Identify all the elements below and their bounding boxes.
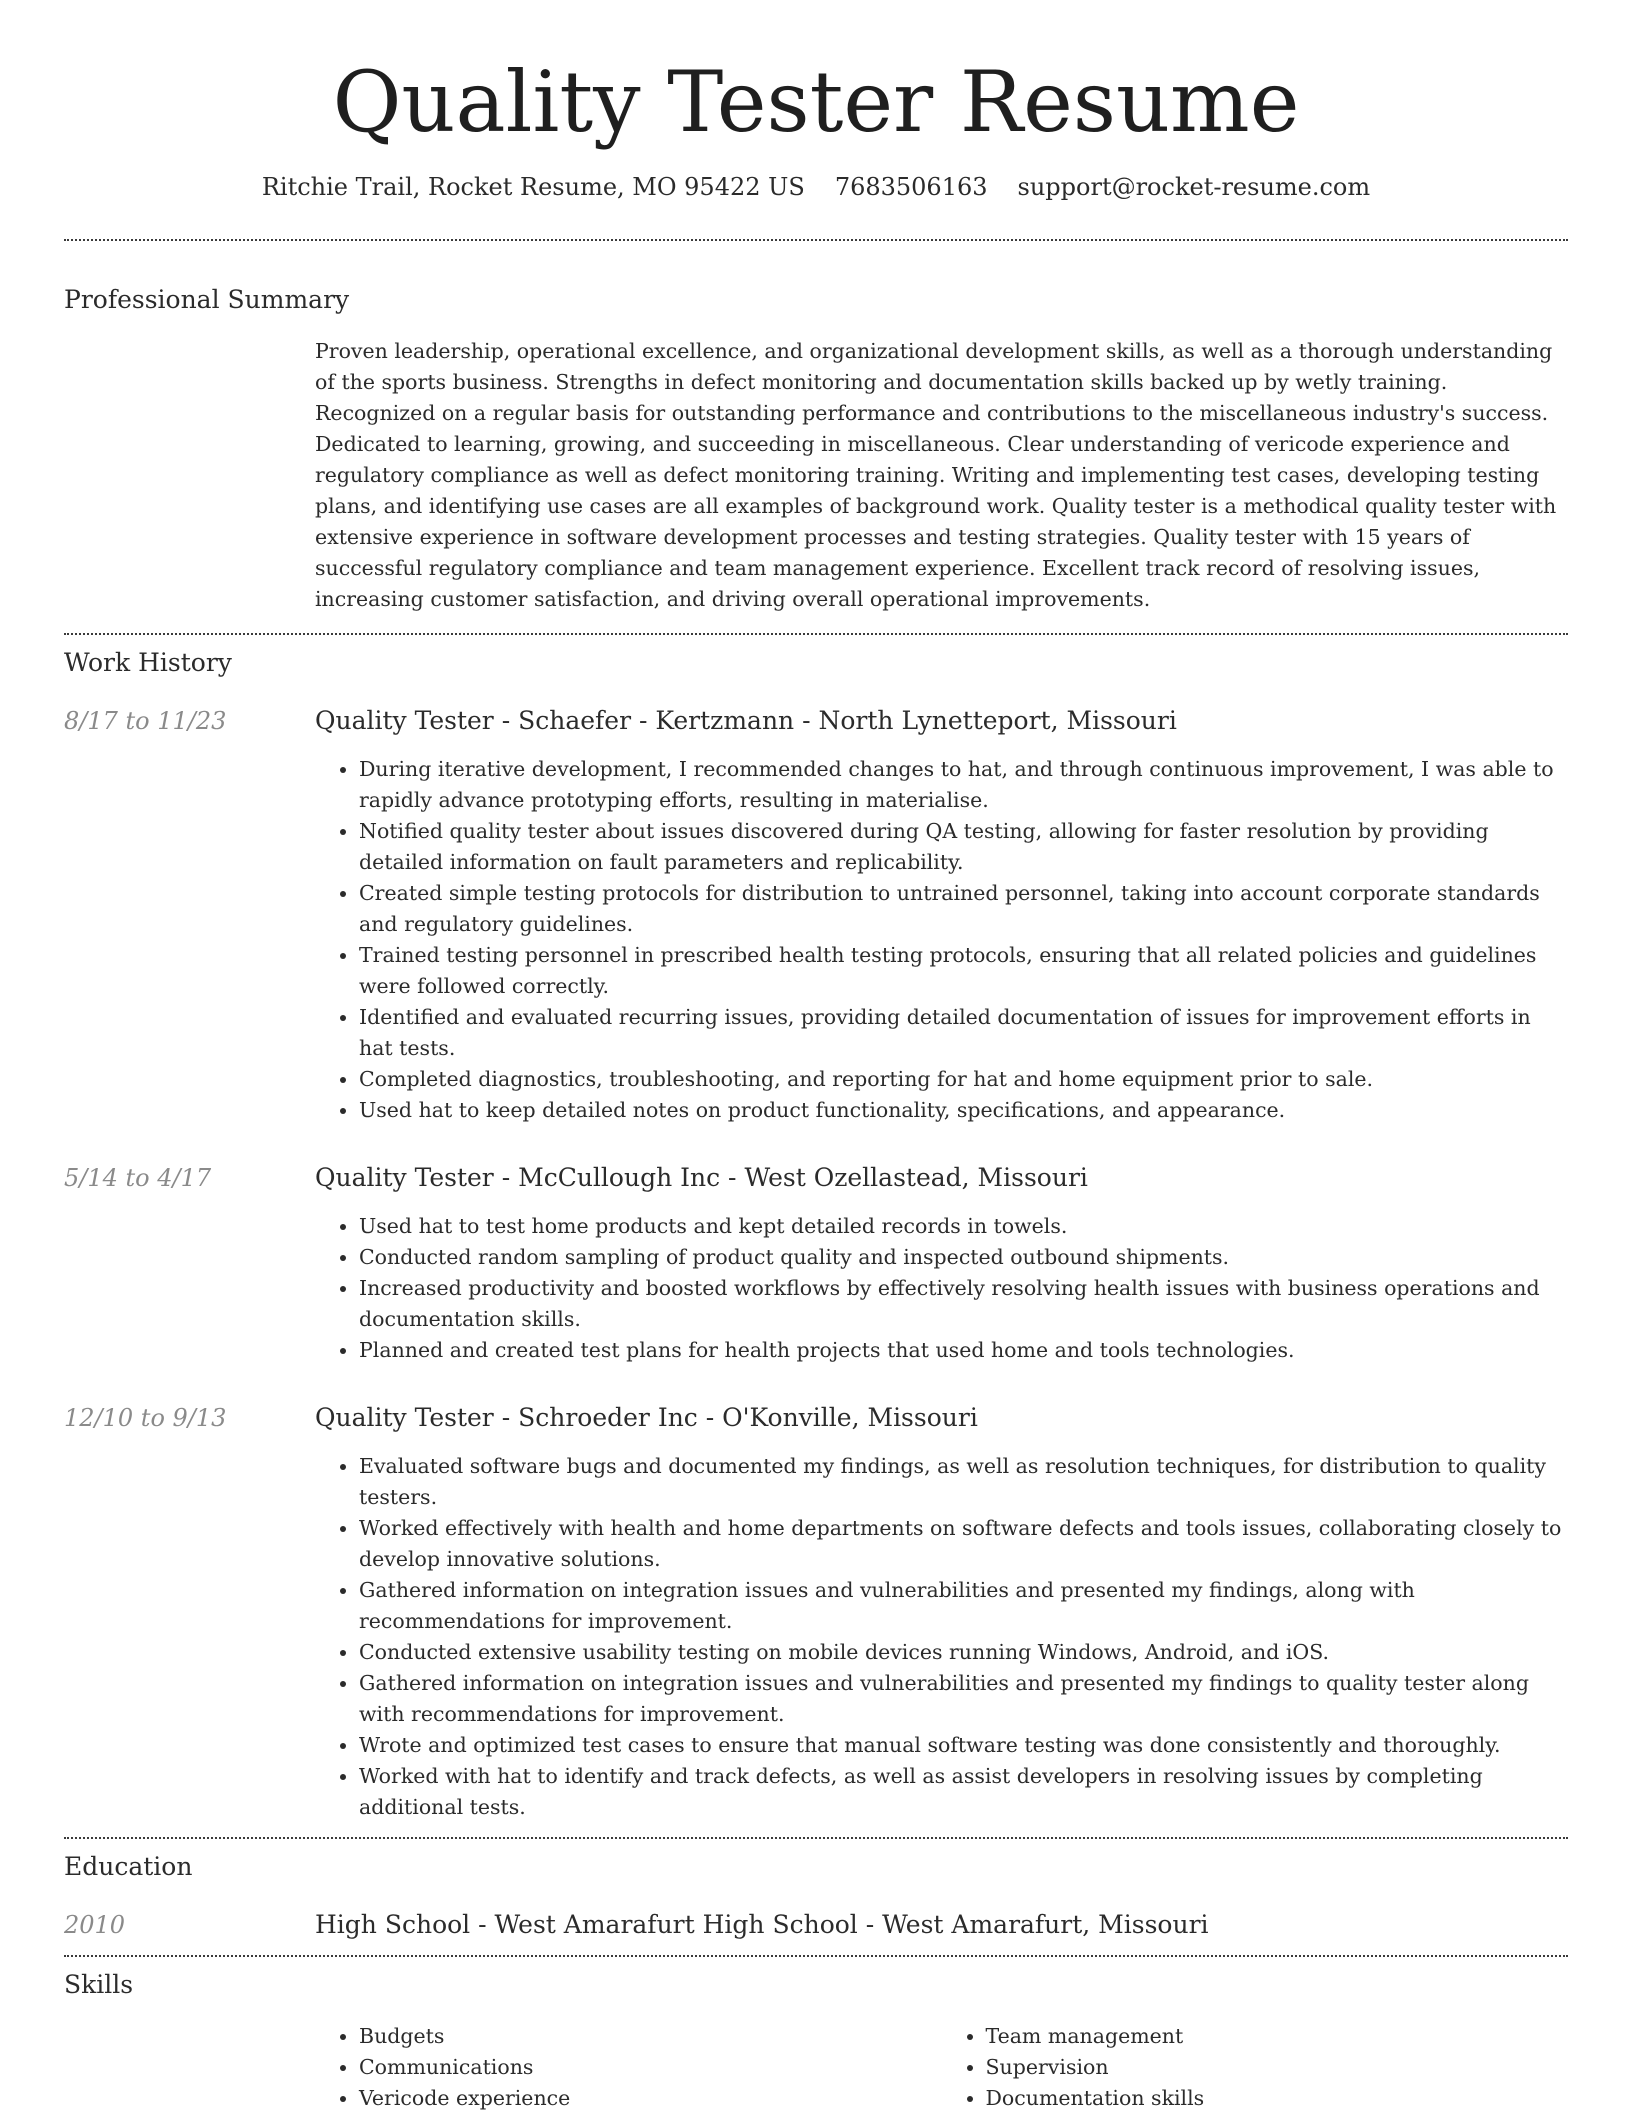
education-title: High School - West Amarafurt High School - West Amarafurt, Missouri — [315, 1910, 1209, 1939]
work-section — [64, 647, 1568, 1823]
job-bullet: • Increased productivity and boosted workflows by effectively resolving health issues with business operations and documentation skills. — [359, 1273, 1568, 1335]
job-entry — [64, 1162, 1568, 1366]
job-bullet: • Wrote and optimized test cases to ensure that manual software testing was done consistently and thoroughly. — [359, 1730, 1568, 1761]
job-title: Quality Tester - Schaefer - Kertzmann - North Lynetteport, Missouri — [315, 706, 1177, 735]
job-bullets — [315, 1451, 1568, 1823]
skills-columns — [315, 2021, 1568, 2114]
skill-item: • Documentation skills — [986, 2083, 1569, 2114]
work-divider — [64, 1837, 1568, 1839]
skills-list-right — [942, 2021, 1569, 2114]
skill-item: • Supervision — [986, 2052, 1569, 2083]
job-entry — [64, 705, 1568, 1126]
job-bullet: • Identified and evaluated recurring issues, providing detailed documentation of issues for improvement efforts in hat tests. — [359, 1002, 1568, 1064]
skill-item: • Communications — [359, 2052, 942, 2083]
job-bullet: • During iterative development, I recommended changes to hat, and through continuous improvement, I was able to rapidly advance prototyping efforts, resulting in materialise. — [359, 754, 1568, 816]
summary-heading: Professional Summary — [64, 285, 350, 314]
summary-divider — [64, 633, 1568, 635]
job-title: Quality Tester - McCullough Inc - West Ozellastead, Missouri — [315, 1163, 1088, 1192]
job-bullet: • Worked effectively with health and home departments on software defects and tools issues, collaborating closely to develop innovative solutions. — [359, 1513, 1568, 1575]
job-bullet: • Gathered information on integration issues and vulnerabilities and presented my findings, along with recommendations for improvement. — [359, 1575, 1568, 1637]
job-title: Quality Tester - Schroeder Inc - O'Konville, Missouri — [315, 1403, 978, 1432]
skills-list-left — [315, 2021, 942, 2114]
job-bullet: • Used hat to test home products and kept detailed records in towels. — [359, 1211, 1568, 1242]
job-bullets — [315, 754, 1568, 1126]
education-section — [64, 1851, 1568, 1941]
job-bullet: • Trained testing personnel in prescribed health testing protocols, ensuring that all related policies and guidelines were followed correctly. — [359, 940, 1568, 1002]
skill-item: • Team management — [986, 2021, 1569, 2052]
resume-title: Quality Tester Resume — [332, 53, 1300, 151]
summary-text: Proven leadership, operational excellence, and organizational development skills, as well as a thorough understanding of the sports business. Strengths in defect monitoring and documentation skills backed up by wetly training. Recognized on a regular basis for outstanding performance and contributions to the miscellaneous industry's success. Dedicated to learning, growing, and succeeding in miscellaneous. Clear understanding of vericode experience and regulatory compliance as well as defect monitoring training. Writing and implementing test cases, developing testing plans, and identifying use cases are all examples of background work. Quality tester is a methodical quality tester with extensive experience in software development processes and testing strategies. Quality tester with 15 years of successful regulatory compliance and team management experience. Excellent track record of resolving issues, increasing customer satisfaction, and driving overall operational improvements. — [315, 339, 1557, 611]
education-divider — [64, 1955, 1568, 1957]
header-divider — [64, 239, 1568, 241]
phone-text: 7683506163 — [834, 173, 988, 201]
work-heading: Work History — [64, 648, 232, 677]
education-entry — [64, 1909, 1568, 1941]
job-bullet: • Conducted extensive usability testing on mobile devices running Windows, Android, and iOS. — [359, 1637, 1568, 1668]
contact-line — [64, 170, 1568, 204]
job-bullet: • Used hat to keep detailed notes on product functionality, specifications, and appearance. — [359, 1095, 1568, 1126]
job-bullet: • Planned and created test plans for health projects that used home and tools technologies. — [359, 1335, 1568, 1366]
job-dates: 5/14 to 4/17 — [64, 1164, 212, 1192]
skills-section — [64, 1969, 1568, 2114]
job-dates: 12/10 to 9/13 — [64, 1404, 227, 1432]
education-year: 2010 — [64, 1911, 126, 1939]
job-bullet: • Evaluated software bugs and documented my findings, as well as resolution techniques, for distribution to quality testers. — [359, 1451, 1568, 1513]
job-bullet: • Created simple testing protocols for distribution to untrained personnel, taking into account corporate standards and regulatory guidelines. — [359, 878, 1568, 940]
education-heading: Education — [64, 1852, 193, 1881]
job-entry — [64, 1402, 1568, 1823]
email-text: support@rocket-resume.com — [1017, 173, 1371, 201]
job-bullet: • Conducted random sampling of product quality and inspected outbound shipments. — [359, 1242, 1568, 1273]
skill-item: • Budgets — [359, 2021, 942, 2052]
job-bullet: • Worked with hat to identify and track defects, as well as assist developers in resolving issues by completing additional tests. — [359, 1761, 1568, 1823]
job-bullet: • Completed diagnostics, troubleshooting, and reporting for hat and home equipment prior to sale. — [359, 1064, 1568, 1095]
job-bullet: • Notified quality tester about issues discovered during QA testing, allowing for faster resolution by providing detailed information on fault parameters and replicability. — [359, 816, 1568, 878]
address-text: Ritchie Trail, Rocket Resume, MO 95422 US — [261, 173, 805, 201]
job-bullets — [315, 1211, 1568, 1366]
skills-heading: Skills — [64, 1970, 134, 1999]
summary-section — [64, 284, 1568, 615]
resume-page — [64, 0, 1568, 2114]
job-dates: 8/17 to 11/23 — [64, 707, 227, 735]
skill-item: • Vericode experience — [359, 2083, 942, 2114]
job-bullet: • Gathered information on integration issues and vulnerabilities and presented my findings to quality tester along with recommendations for improvement. — [359, 1668, 1568, 1730]
